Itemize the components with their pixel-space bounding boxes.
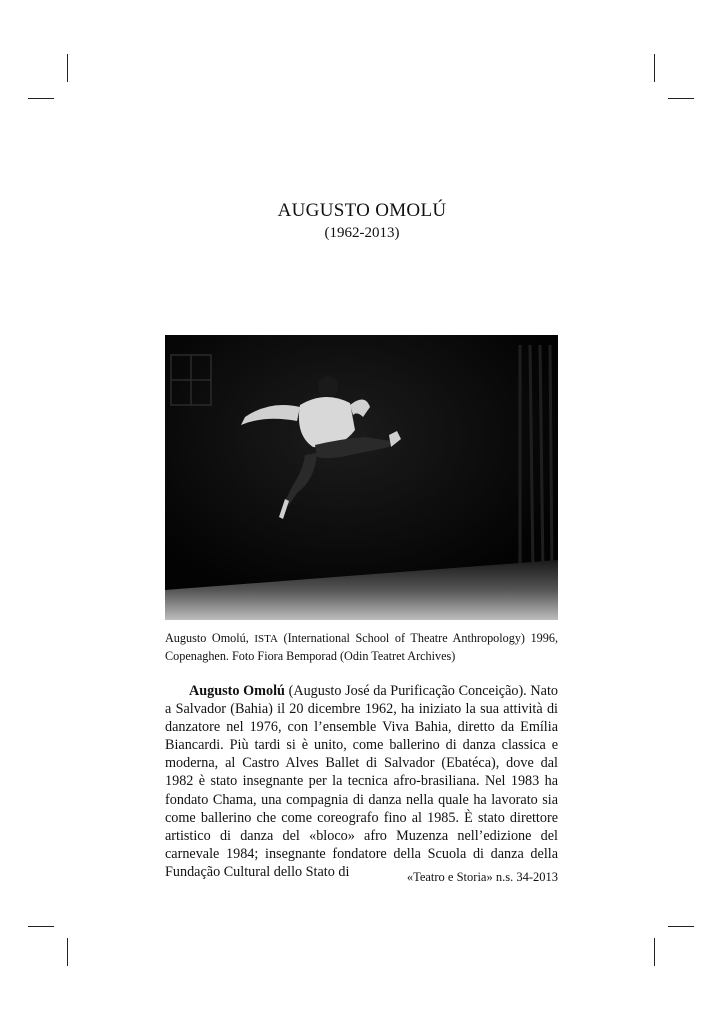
biography-text — [165, 682, 558, 881]
crop-mark-bottom-right-vertical — [654, 938, 655, 966]
crop-mark-top-right-vertical — [654, 54, 655, 82]
caption-abbreviation: ISTA — [254, 633, 278, 645]
crop-mark-top-right-horizontal — [668, 98, 694, 99]
biography-paragraph — [165, 682, 558, 881]
dancer-photo — [165, 335, 558, 620]
journal-footer: «Teatro e Storia» n.s. 34-2013 — [406, 870, 558, 884]
page-title: AUGUSTO OMOLÚ — [277, 200, 447, 221]
crop-mark-bottom-left-horizontal — [28, 926, 54, 927]
page-subtitle-years: (1962-2013) — [324, 225, 400, 241]
biography-body: (Augusto José da Purificação Conceição). Nato a Salvador (Bahia) il 20 dicembre 1962, ha iniziato la sua attività di danzatore nel 1976, con l’ensemble Viva Bahia, diretto da Emília Biancardi. Più tardi si è unito, come ballerino di danza classica e moderna, al Castro Alves Ballet di Salvador (Ebatéca), dove dal 1982 è stato insegnante per la tecnica afro-brasiliana. Nel 1983 ha fondato Chama, una compagnia di danza nella quale ha lavorato sia come ballerino che come coreografo fino al 1985. È stato direttore artistico di danza del «bloco» afro Muzenza nell’edizione del carnevale 1984; insegnante fondatore della Scuola di danza della Fundação Cultural dello Stato di — [165, 683, 558, 880]
crop-mark-bottom-left-vertical — [67, 938, 68, 966]
caption-name: Augusto Omolú, — [165, 631, 255, 645]
crop-mark-top-left-horizontal — [28, 98, 54, 99]
dancer-photo-illustration — [165, 335, 558, 620]
caption-text: (International School of Theatre Anthropology) 1996, Copenaghen. Foto Fiora Bemporad (Odin Teatret Archives) — [165, 631, 558, 663]
crop-mark-top-left-vertical — [67, 54, 68, 82]
biography-lead-name: Augusto Omolú — [189, 683, 285, 699]
photo-caption — [165, 630, 558, 664]
crop-mark-bottom-right-horizontal — [668, 926, 694, 927]
